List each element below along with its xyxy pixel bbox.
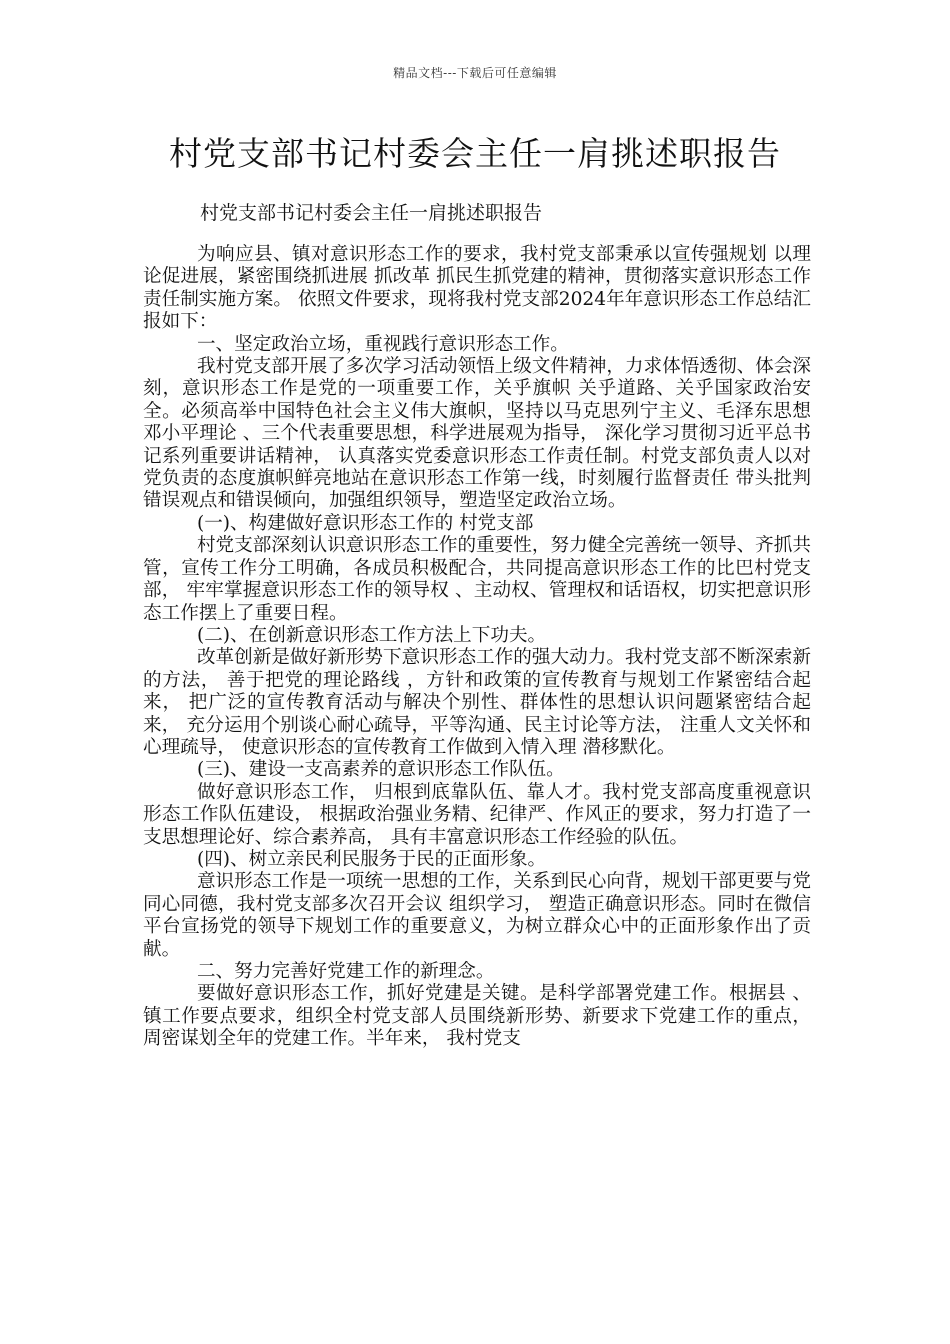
subsection-heading-1: (一)、构建做好意识形态工作的 村党支部 bbox=[196, 512, 534, 534]
paragraph: 我村党支部开展了多次学习活动领悟上级文件精神，力求体悟透彻、体会深刻，意识形态工作是党的一项重要工作，关乎旗帜 关乎道路、关乎国家政治安全。必须高举中国特色社会主义伟大旗帜，坚持以马克思列宁主义、毛泽东思想 邓小平理论 、三个代表重要思想，科学进展观为指导， 深化学习贯彻习近平总书记系列重要讲话精神， 认真落实党委意识形态工作责任制。村党支部负责人以对党负责的态度旗帜鲜亮地站在意识形态工作第一线，时刻履行监督责任 带头批判错误观点和错误倾向，加强组织领导，塑造坚定政治立场。 bbox=[143, 356, 811, 512]
subsection-heading-2: (二)、在创新意识形态工作方法上下功夫。 bbox=[196, 624, 547, 646]
section-heading-1: 一、坚定政治立场，重视践行意识形态工作。 bbox=[196, 333, 569, 355]
paragraph: 村党支部深刻认识意识形态工作的重要性，努力健全完善统一领导、齐抓共管，宣传工作分工明确，各成员积极配合，共同提高意识形态工作的比巴村党支部， 牢牢掌握意识形态工作的领导权 、主动权、管理权和话语权，切实把意识形态工作摆上了重要日程。 bbox=[143, 535, 811, 624]
document-body bbox=[143, 244, 811, 1051]
paragraph-intro: 为响应县、镇对意识形态工作的要求，我村党支部秉承以宣传强规划 以理论促进展，紧密围绕抓进展 抓改革 抓民生抓党建的精神，贯彻落实意识形态工作责任制实施方案。 依照文件要求，现将我村党支部2024年年意识形态工作总结汇报如下： bbox=[143, 244, 811, 333]
subsection-heading-4: (四)、树立亲民利民服务于民的正面形象。 bbox=[196, 848, 547, 870]
document-title: 村党支部书记村委会主任一肩挑述职报告 bbox=[169, 134, 781, 173]
section-heading-2: 二、努力完善好党建工作的新理念。 bbox=[196, 961, 495, 982]
paragraph: 改革创新是做好新形势下意识形态工作的强大动力。我村党支部不断深索新的方法， 善于把党的理论路线 ，方针和政策的宣传教育与规划工作紧密结合起来， 把广泛的宣传教育活动与解决个别性、群体性的思想认识问题紧密结合起来， 充分运用个别谈心耐心疏导，平等沟通、民主讨论等方法， 注重人文关怀和心理疏导， 使意识形态的宣传教育工作做到入情入理 潜移默化。 bbox=[143, 647, 811, 758]
subsection-heading-3: (三)、建设一支高素养的意识形态工作队伍。 bbox=[196, 759, 565, 781]
page-header: 精品文档---下载后可任意编辑 bbox=[393, 66, 557, 80]
paragraph: 意识形态工作是一项统一思想的工作，关系到民心向背，规划干部更要与党同心同德，我村党支部多次召开会议 组织学习， 塑造正确意识形态。同时在微信平台宣扬党的领导下规划工作的重要意义，为树立群众心中的正面形象作出了贡献。 bbox=[143, 871, 811, 960]
paragraph: 做好意识形态工作， 归根到底靠队伍、靠人才。我村党支部高度重视意识形态工作队伍建设， 根据政治强业务精、纪律严、作风正的要求，努力打造了一支思想理论好、综合素养高， 具有丰富意识形态工作经验的队伍。 bbox=[143, 781, 811, 848]
paragraph: 要做好意识形态工作，抓好党建是关键。是科学部署党建工作。根据县 、镇工作要点要求，组织全村党支部人员围绕新形势、新要求下党建工作的重点，周密谋划全年的党建工作。半年来， 我村党支 bbox=[143, 983, 811, 1050]
document-subtitle: 村党支部书记村委会主任一肩挑述职报告 bbox=[200, 202, 543, 224]
